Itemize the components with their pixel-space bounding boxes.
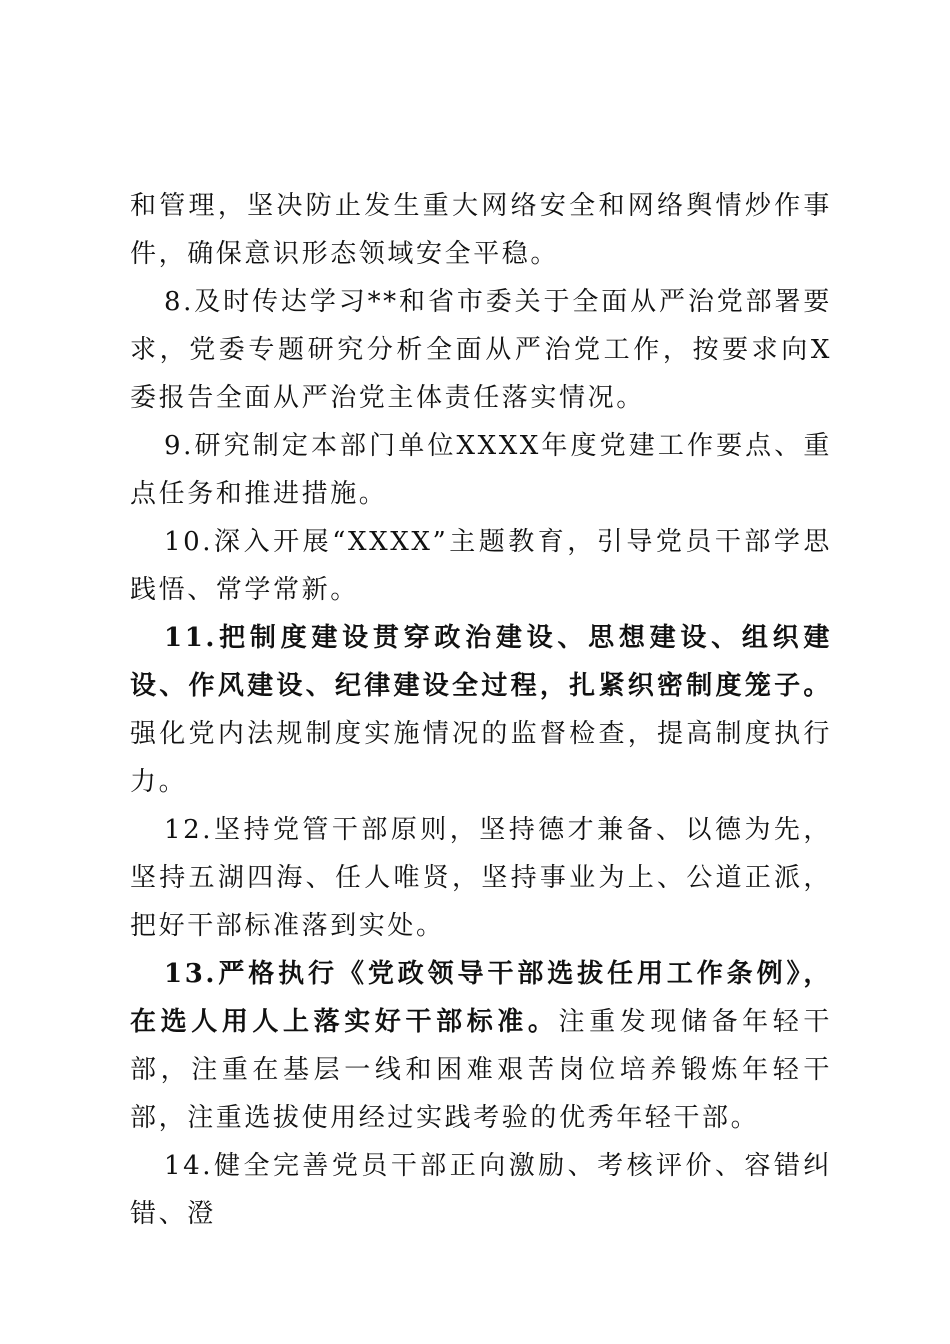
paragraph-item-10: [130, 518, 832, 614]
paragraph-text: 注重发现储备年轻干部，注重在基层一线和困难艰苦岗位培养锻炼年轻干部，注重选拔使用经过实践考验的优秀年轻干部。: [130, 1007, 832, 1133]
paragraph-text: 10.深入开展“XXXX”主题教育，引导党员干部学思践悟、常学常新。: [130, 527, 832, 605]
paragraph-text: 8.及时传达学习**和省市委关于全面从严治党部署要求，党委专题研究分析全面从严治党工作，按要求向X委报告全面从严治党主体责任落实情况。: [130, 287, 832, 413]
paragraph-continuation: [130, 182, 832, 278]
document-body: [130, 182, 832, 1238]
paragraph-item-12: [130, 806, 832, 950]
paragraph-item-9: [130, 422, 832, 518]
paragraph-item-13: [130, 950, 832, 1142]
paragraph-text: 12.坚持党管干部原则，坚持德才兼备、以德为先，坚持五湖四海、任人唯贤，坚持事业为上、公道正派，把好干部标准落到实处。: [130, 815, 832, 941]
paragraph-item-14: [130, 1142, 832, 1238]
paragraph-item-8: [130, 278, 832, 422]
paragraph-text: 和管理，坚决防止发生重大网络安全和网络舆情炒作事件，确保意识形态领域安全平稳。: [130, 191, 832, 269]
paragraph-lead-bold: 13.严格执行《党政领导干部选拔任用工作条例》，在选人用人上落实好干部标准。: [130, 959, 832, 1037]
paragraph-lead-bold: 11.把制度建设贯穿政治建设、思想建设、组织建设、作风建设、纪律建设全过程，扎紧织密制度笼子。: [130, 623, 832, 701]
paragraph-text: 14.健全完善党员干部正向激励、考核评价、容错纠错、澄: [130, 1151, 832, 1229]
paragraph-text: 9.研究制定本部门单位XXXX年度党建工作要点、重点任务和推进措施。: [130, 431, 832, 509]
paragraph-text: 强化党内法规制度实施情况的监督检查，提高制度执行力。: [130, 719, 832, 797]
paragraph-item-11: [130, 614, 832, 806]
